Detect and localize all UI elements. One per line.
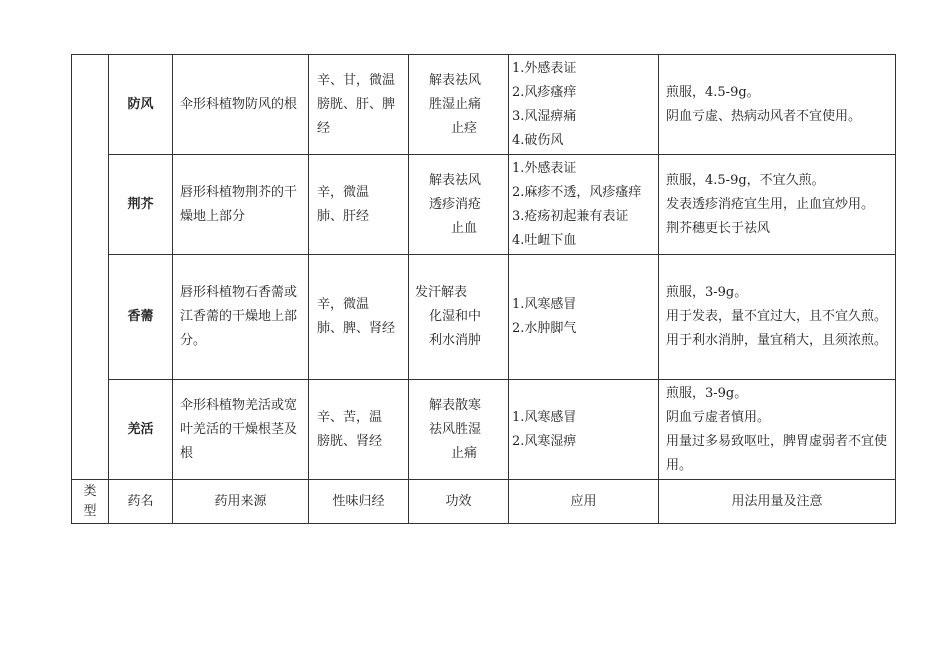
herb-name: 防风 — [127, 96, 154, 112]
dose-line: 荆芥穗更长于祛风 — [666, 220, 771, 236]
source-text: 唇形科植物荆芥的干燥地上部分 — [180, 184, 298, 224]
source-text: 伞形科植物羌活或宽叶羌活的干燥根茎及根 — [180, 397, 298, 461]
source-text: 唇形科植物石香薷或江香薷的干燥地上部分。 — [180, 285, 298, 348]
header-dose: 用法用量及注意 — [659, 480, 896, 524]
type-cell — [72, 55, 109, 480]
table-row — [72, 255, 896, 380]
use-line: 1.外感表证 — [512, 160, 577, 176]
effect-cell — [409, 380, 509, 480]
effect-line: 化湿和中 — [429, 309, 482, 324]
table-row — [72, 155, 896, 255]
use-line: 3.风湿痹痛 — [512, 108, 577, 124]
use-cell — [509, 380, 659, 480]
use-cell — [509, 155, 659, 255]
header-row — [72, 480, 896, 524]
header-source: 药用来源 — [173, 480, 309, 524]
dose-line: 煎服，4.5-9g。 — [666, 84, 760, 100]
header-name: 药名 — [109, 480, 173, 524]
effect-line: 发汗解表 — [415, 285, 468, 300]
effect-line: 解表祛风 — [429, 172, 482, 188]
dose-line: 用于发表，量不宜过大，且不宜久煎。 — [666, 309, 888, 324]
property-cell — [309, 155, 409, 255]
herb-name: 荆芥 — [127, 196, 154, 212]
herb-table — [71, 54, 896, 524]
dose-line: 煎服，4.5-9g，不宜久煎。 — [666, 172, 825, 188]
effect-line: 解表祛风 — [429, 72, 482, 88]
header-use: 应用 — [509, 480, 659, 524]
herb-name: 香薷 — [127, 309, 154, 324]
effect-line: 透疹消疮 — [429, 196, 482, 212]
header-property: 性味归经 — [309, 480, 409, 524]
use-line: 1.风寒感冒 — [512, 297, 577, 312]
herb-name-cell — [109, 380, 173, 480]
dose-cell — [659, 155, 896, 255]
table-row — [72, 55, 896, 155]
dose-line: 煎服，3-9g。 — [666, 285, 748, 300]
property-cell — [309, 380, 409, 480]
dose-line: 用于利水消肿，量宜稍大，且须浓煎。 — [666, 333, 888, 348]
use-line: 1.外感表证 — [512, 60, 577, 76]
property-line: 肺、脾、肾经 — [317, 321, 396, 336]
source-cell — [173, 55, 309, 155]
header-type-bottom: 型 — [83, 503, 97, 519]
effect-line: 祛风胜湿 — [429, 421, 482, 437]
dose-cell — [659, 380, 896, 480]
use-line: 2.麻疹不透，风疹瘙痒 — [512, 184, 642, 200]
table-row — [72, 380, 896, 480]
effect-cell — [409, 55, 509, 155]
property-line: 辛、甘，微温 — [317, 72, 396, 88]
header-effect: 功效 — [409, 480, 509, 524]
effect-line: 解表散寒 — [429, 397, 482, 413]
property-cell — [309, 55, 409, 155]
source-cell — [173, 155, 309, 255]
property-cell — [309, 255, 409, 380]
herb-name-cell — [109, 55, 173, 155]
use-line: 2.风疹瘙痒 — [512, 84, 577, 100]
use-cell — [509, 255, 659, 380]
use-line: 4.吐衄下血 — [512, 232, 577, 248]
effect-cell — [409, 255, 509, 380]
use-line: 3.疮疡初起兼有表证 — [512, 208, 629, 224]
herb-name: 羌活 — [127, 421, 154, 437]
property-line: 辛，微温 — [317, 297, 370, 312]
use-line: 4.破伤风 — [512, 132, 564, 148]
herb-name-cell — [109, 155, 173, 255]
dose-line: 阴血亏虚者慎用。 — [666, 409, 771, 425]
herb-name-cell — [109, 255, 173, 380]
use-line: 2.水肿脚气 — [512, 321, 577, 336]
dose-line: 发表透疹消疮宜生用，止血宜炒用。 — [666, 196, 875, 212]
dose-line: 用量过多易致呕吐，脾胃虚弱者不宜使用。 — [666, 433, 888, 473]
effect-line: 止痛 — [451, 445, 478, 461]
source-text: 伞形科植物防风的根 — [180, 96, 298, 112]
effect-line: 利水消肿 — [429, 333, 482, 348]
effect-line: 止血 — [451, 220, 478, 236]
effect-line: 胜湿止痛 — [429, 96, 482, 112]
use-line: 2.风寒湿痹 — [512, 433, 577, 449]
dose-line: 煎服，3-9g。 — [666, 385, 748, 401]
property-line: 膀胱、肾经 — [317, 433, 383, 449]
property-line: 经 — [317, 120, 331, 136]
property-line: 肺、肝经 — [317, 208, 370, 224]
property-line: 膀胱、肝、脾 — [317, 96, 396, 112]
dose-cell — [659, 255, 896, 380]
header-type — [72, 480, 109, 524]
property-line: 辛、苦，温 — [317, 409, 383, 425]
header-type-top: 类 — [83, 483, 97, 499]
effect-cell — [409, 155, 509, 255]
effect-line: 止痉 — [451, 120, 478, 136]
source-cell — [173, 380, 309, 480]
use-line: 1.风寒感冒 — [512, 409, 577, 425]
property-line: 辛，微温 — [317, 184, 370, 200]
dose-line: 阴血亏虚、热病动风者不宜使用。 — [666, 108, 862, 124]
source-cell — [173, 255, 309, 380]
dose-cell — [659, 55, 896, 155]
use-cell — [509, 55, 659, 155]
